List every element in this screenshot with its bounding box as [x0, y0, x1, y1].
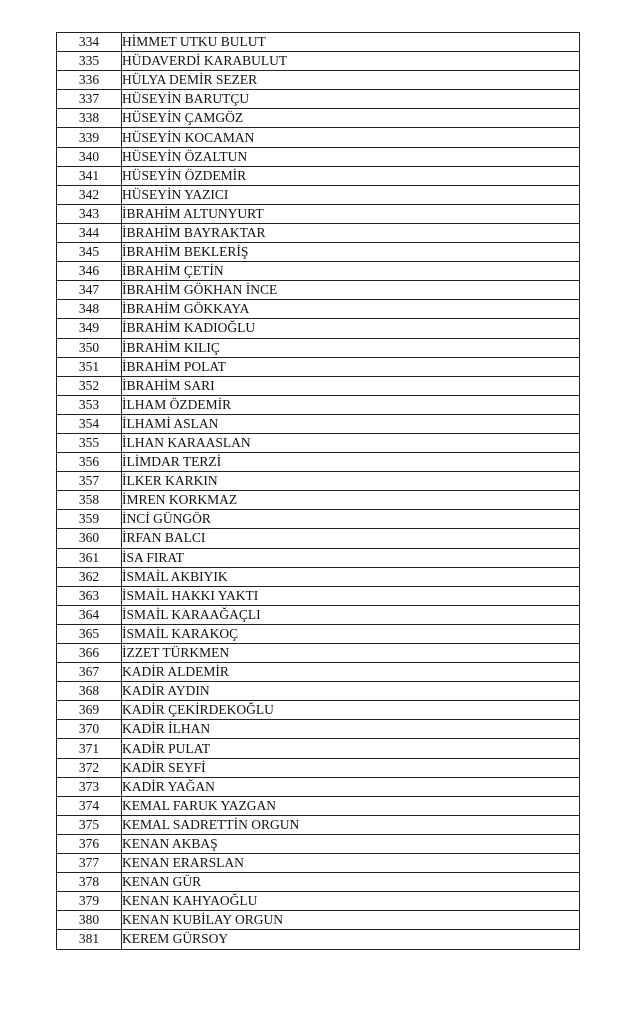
row-number: 370	[57, 720, 122, 739]
table-row	[57, 223, 580, 242]
person-name: İBRAHİM BAYRAKTAR	[122, 223, 580, 242]
person-name: KADİR PULAT	[122, 739, 580, 758]
row-number: 377	[57, 854, 122, 873]
row-number: 376	[57, 834, 122, 853]
person-name: HİMMET UTKU BULUT	[122, 33, 580, 52]
person-name: İBRAHİM GÖKKAYA	[122, 300, 580, 319]
table-row	[57, 644, 580, 663]
person-name: İRFAN BALCI	[122, 529, 580, 548]
person-name: İSA FIRAT	[122, 548, 580, 567]
row-number: 380	[57, 911, 122, 930]
row-number: 368	[57, 682, 122, 701]
row-number: 351	[57, 357, 122, 376]
table-row	[57, 567, 580, 586]
row-number: 360	[57, 529, 122, 548]
row-number: 339	[57, 128, 122, 147]
person-name: HÜSEYİN YAZICI	[122, 185, 580, 204]
row-number: 361	[57, 548, 122, 567]
table-row	[57, 796, 580, 815]
table-row	[57, 911, 580, 930]
person-name: İSMAİL AKBIYIK	[122, 567, 580, 586]
table-row	[57, 71, 580, 90]
table-row	[57, 376, 580, 395]
table-row	[57, 109, 580, 128]
table-row	[57, 319, 580, 338]
person-name: KENAN ERARSLAN	[122, 854, 580, 873]
person-name: HÜSEYİN KOCAMAN	[122, 128, 580, 147]
person-name: HÜLYA DEMİR SEZER	[122, 71, 580, 90]
row-number: 349	[57, 319, 122, 338]
person-name: HÜDAVERDİ KARABULUT	[122, 52, 580, 71]
person-name: KEMAL FARUK YAZGAN	[122, 796, 580, 815]
person-name: HÜSEYİN ÖZDEMİR	[122, 166, 580, 185]
row-number: 338	[57, 109, 122, 128]
person-name: İMREN KORKMAZ	[122, 491, 580, 510]
names-table-body	[57, 33, 580, 950]
person-name: KADİR SEYFİ	[122, 758, 580, 777]
row-number: 373	[57, 777, 122, 796]
person-name: KADİR İLHAN	[122, 720, 580, 739]
person-name: İLHAN KARAASLAN	[122, 433, 580, 452]
row-number: 357	[57, 472, 122, 491]
person-name: İBRAHİM KILIÇ	[122, 338, 580, 357]
table-row	[57, 338, 580, 357]
row-number: 340	[57, 147, 122, 166]
table-row	[57, 854, 580, 873]
table-row	[57, 472, 580, 491]
table-row	[57, 682, 580, 701]
person-name: HÜSEYİN BARUTÇU	[122, 90, 580, 109]
row-number: 359	[57, 510, 122, 529]
person-name: KADİR YAĞAN	[122, 777, 580, 796]
row-number: 365	[57, 624, 122, 643]
row-number: 354	[57, 414, 122, 433]
person-name: İBRAHİM KADIOĞLU	[122, 319, 580, 338]
person-name: İBRAHİM ÇETİN	[122, 262, 580, 281]
table-row	[57, 491, 580, 510]
table-row	[57, 300, 580, 319]
person-name: KEREM GÜRSOY	[122, 930, 580, 949]
row-number: 378	[57, 873, 122, 892]
person-name: İSMAİL HAKKI YAKTI	[122, 586, 580, 605]
person-name: KENAN KAHYAOĞLU	[122, 892, 580, 911]
person-name: İBRAHİM GÖKHAN İNCE	[122, 281, 580, 300]
table-row	[57, 663, 580, 682]
row-number: 363	[57, 586, 122, 605]
row-number: 374	[57, 796, 122, 815]
table-row	[57, 166, 580, 185]
row-number: 367	[57, 663, 122, 682]
table-row	[57, 529, 580, 548]
table-row	[57, 720, 580, 739]
table-row	[57, 395, 580, 414]
person-name: İZZET TÜRKMEN	[122, 644, 580, 663]
person-name: KENAN KUBİLAY ORGUN	[122, 911, 580, 930]
person-name: İBRAHİM SARI	[122, 376, 580, 395]
row-number: 364	[57, 605, 122, 624]
row-number: 371	[57, 739, 122, 758]
table-row	[57, 243, 580, 262]
table-row	[57, 204, 580, 223]
row-number: 375	[57, 815, 122, 834]
table-row	[57, 453, 580, 472]
row-number: 344	[57, 223, 122, 242]
table-row	[57, 185, 580, 204]
row-number: 342	[57, 185, 122, 204]
row-number: 355	[57, 433, 122, 452]
person-name: HÜSEYİN ÇAMGÖZ	[122, 109, 580, 128]
row-number: 356	[57, 453, 122, 472]
table-row	[57, 548, 580, 567]
row-number: 336	[57, 71, 122, 90]
row-number: 343	[57, 204, 122, 223]
row-number: 350	[57, 338, 122, 357]
person-name: KADİR ÇEKİRDEKOĞLU	[122, 701, 580, 720]
person-name: KADİR AYDIN	[122, 682, 580, 701]
table-row	[57, 930, 580, 949]
table-row	[57, 586, 580, 605]
row-number: 353	[57, 395, 122, 414]
person-name: KENAN GÜR	[122, 873, 580, 892]
table-row	[57, 892, 580, 911]
person-name: İBRAHİM BEKLERİŞ	[122, 243, 580, 262]
table-row	[57, 739, 580, 758]
table-row	[57, 357, 580, 376]
row-number: 335	[57, 52, 122, 71]
table-row	[57, 701, 580, 720]
table-row	[57, 815, 580, 834]
table-row	[57, 128, 580, 147]
row-number: 345	[57, 243, 122, 262]
table-row	[57, 873, 580, 892]
person-name: KENAN AKBAŞ	[122, 834, 580, 853]
person-name: KEMAL SADRETTİN ORGUN	[122, 815, 580, 834]
person-name: İLİMDAR TERZİ	[122, 453, 580, 472]
table-row	[57, 414, 580, 433]
person-name: İSMAİL KARAAĞAÇLI	[122, 605, 580, 624]
row-number: 352	[57, 376, 122, 395]
row-number: 348	[57, 300, 122, 319]
table-row	[57, 90, 580, 109]
row-number: 366	[57, 644, 122, 663]
table-row	[57, 624, 580, 643]
row-number: 337	[57, 90, 122, 109]
row-number: 334	[57, 33, 122, 52]
row-number: 346	[57, 262, 122, 281]
table-row	[57, 281, 580, 300]
table-row	[57, 758, 580, 777]
table-row	[57, 433, 580, 452]
table-row	[57, 33, 580, 52]
person-name: İBRAHİM POLAT	[122, 357, 580, 376]
names-table	[56, 32, 580, 950]
person-name: İLHAMİ ASLAN	[122, 414, 580, 433]
person-name: KADİR ALDEMİR	[122, 663, 580, 682]
row-number: 341	[57, 166, 122, 185]
row-number: 347	[57, 281, 122, 300]
table-row	[57, 834, 580, 853]
person-name: HÜSEYİN ÖZALTUN	[122, 147, 580, 166]
person-name: İNCİ GÜNGÖR	[122, 510, 580, 529]
row-number: 381	[57, 930, 122, 949]
table-row	[57, 605, 580, 624]
table-row	[57, 777, 580, 796]
table-row	[57, 510, 580, 529]
person-name: İBRAHİM ALTUNYURT	[122, 204, 580, 223]
row-number: 372	[57, 758, 122, 777]
table-row	[57, 262, 580, 281]
table-row	[57, 147, 580, 166]
row-number: 379	[57, 892, 122, 911]
row-number: 362	[57, 567, 122, 586]
person-name: İLHAM ÖZDEMİR	[122, 395, 580, 414]
person-name: İLKER KARKIN	[122, 472, 580, 491]
row-number: 369	[57, 701, 122, 720]
table-row	[57, 52, 580, 71]
row-number: 358	[57, 491, 122, 510]
person-name: İSMAİL KARAKOÇ	[122, 624, 580, 643]
